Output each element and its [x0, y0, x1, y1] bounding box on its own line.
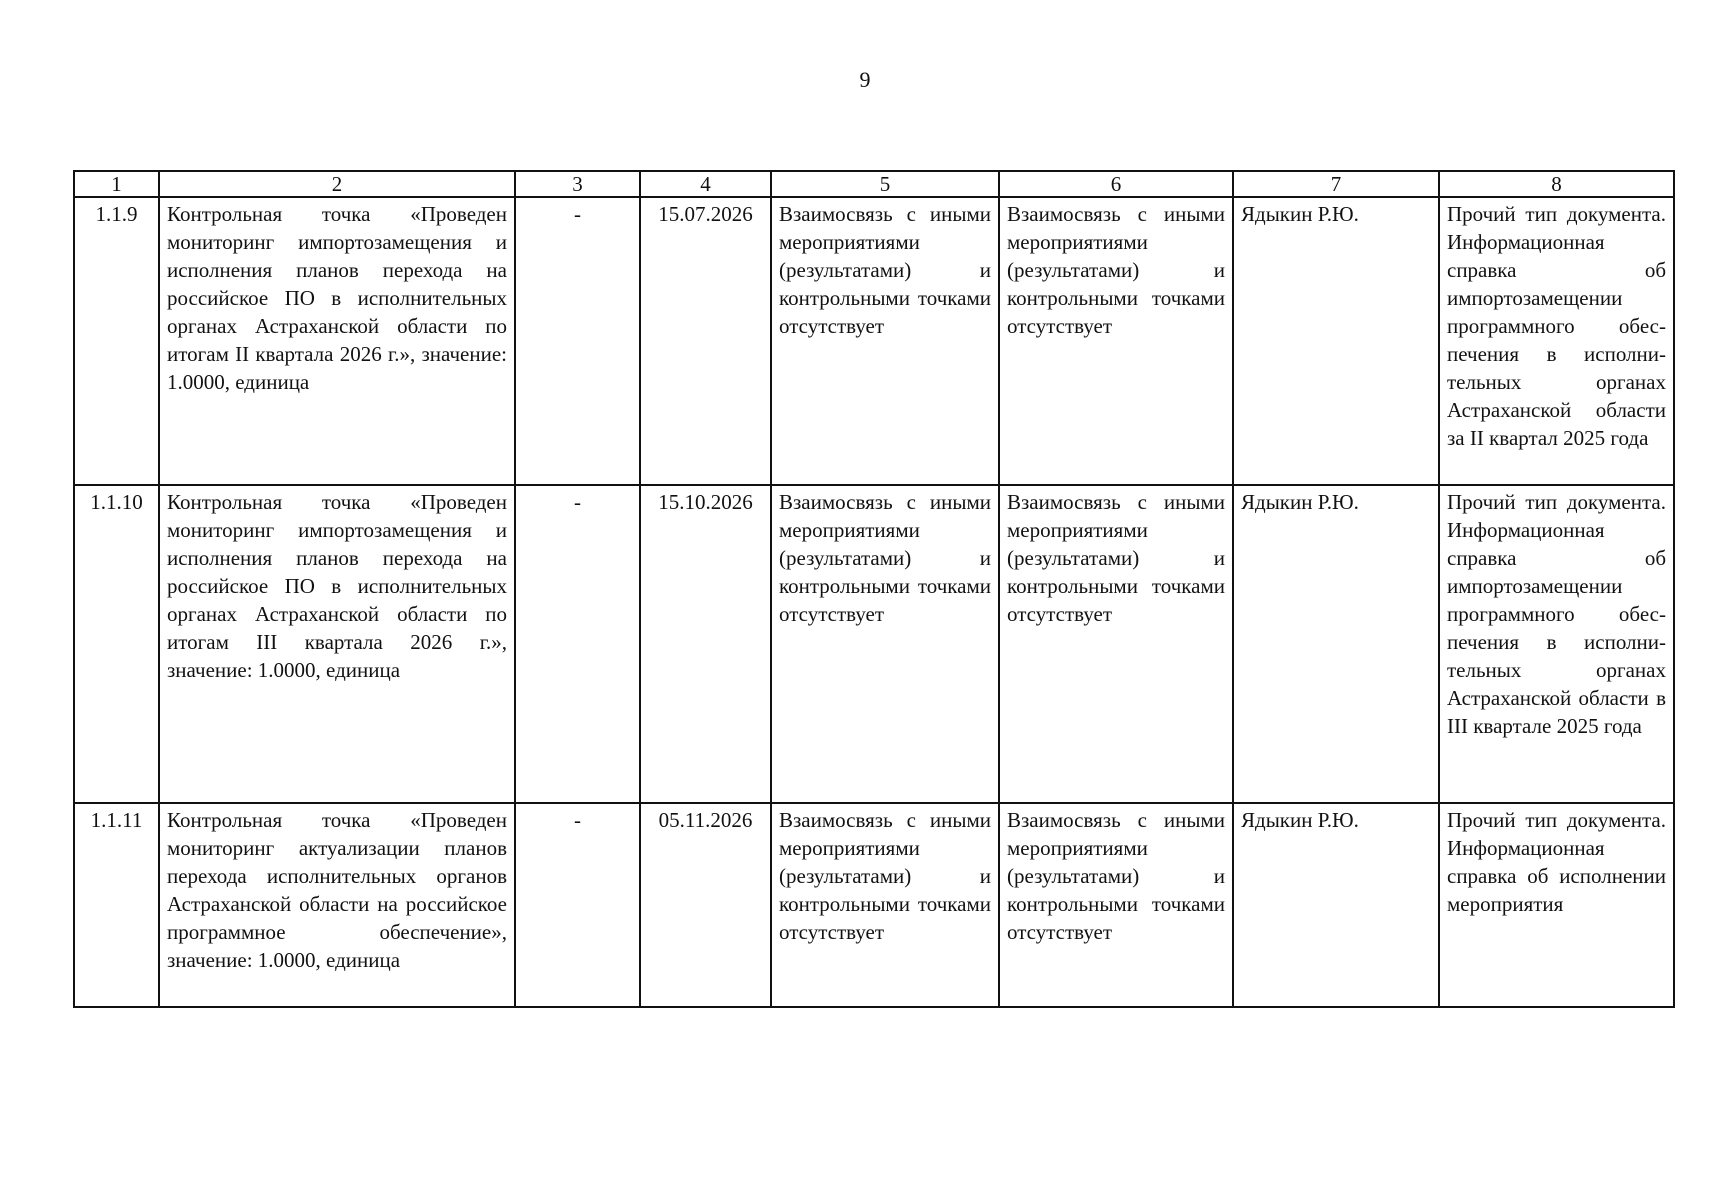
- table-row: [74, 197, 1674, 485]
- table-row: [74, 485, 1674, 803]
- control-point-name: Контрольная точка «Проведен мониторинг импортозамещения и исполнения планов перехода на российское ПО в исполнительных органах Астраханской области по итогам II квартала 2026 г.», значение: 1.0000, единица: [159, 197, 515, 485]
- document-type: Прочий тип документа. Информационная справка об исполнении мероприятия: [1439, 803, 1674, 1007]
- responsible-person: Ядыкин Р.Ю.: [1233, 197, 1439, 485]
- relation-cell-2: Взаимосвязь с иными мероприятиями (результатами) и контрольными точками отсутствует: [999, 197, 1233, 485]
- table-row: [74, 803, 1674, 1007]
- row-number: 1.1.11: [74, 803, 159, 1007]
- due-date: 15.10.2026: [640, 485, 771, 803]
- due-date: 15.07.2026: [640, 197, 771, 485]
- header-col-1: 1: [74, 171, 159, 197]
- relation-cell: Взаимосвязь с иными мероприятиями (результатами) и контрольными точками отсутствует: [771, 485, 999, 803]
- header-col-2: 2: [159, 171, 515, 197]
- responsible-person: Ядыкин Р.Ю.: [1233, 485, 1439, 803]
- header-col-3: 3: [515, 171, 640, 197]
- header-row: [74, 171, 1674, 197]
- header-col-8: 8: [1439, 171, 1674, 197]
- col3-value: -: [515, 485, 640, 803]
- relation-cell: Взаимосвязь с иными мероприятиями (результатами) и контрольными точками отсутствует: [771, 197, 999, 485]
- control-point-name: Контрольная точка «Проведен мониторинг актуализации планов перехода исполнительных органов Астраханской области на российское программное обеспечение», значение: 1.0000, единица: [159, 803, 515, 1007]
- document-type: Прочий тип документа. Информационная справка об импортозамещении программного обеспечения в исполнительных органах Астраханской области за II квартал 2025 года: [1439, 197, 1674, 485]
- row-number: 1.1.9: [74, 197, 159, 485]
- row-number: 1.1.10: [74, 485, 159, 803]
- responsible-person: Ядыкин Р.Ю.: [1233, 803, 1439, 1007]
- header-col-6: 6: [999, 171, 1233, 197]
- control-point-name: Контрольная точка «Проведен мониторинг импортозамещения и исполнения планов перехода на российское ПО в исполнительных органах Астраханской области по итогам III квартала 2026 г.», значение: 1.0000, единица: [159, 485, 515, 803]
- relation-cell-2: Взаимосвязь с иными мероприятиями (результатами) и контрольными точками отсутствует: [999, 485, 1233, 803]
- document-type: Прочий тип документа. Информационная справка об импортозамещении программного обеспечения в исполнительных органах Астраханской области в III квартале 2025 года: [1439, 485, 1674, 803]
- col3-value: -: [515, 803, 640, 1007]
- control-points-table: [73, 170, 1675, 1008]
- relation-cell-2: Взаимосвязь с иными мероприятиями (результатами) и контрольными точками отсутствует: [999, 803, 1233, 1007]
- header-col-5: 5: [771, 171, 999, 197]
- relation-cell: Взаимосвязь с иными мероприятиями (результатами) и контрольными точками отсутствует: [771, 803, 999, 1007]
- due-date: 05.11.2026: [640, 803, 771, 1007]
- header-col-7: 7: [1233, 171, 1439, 197]
- header-col-4: 4: [640, 171, 771, 197]
- page-number: 9: [859, 67, 871, 92]
- col3-value: -: [515, 197, 640, 485]
